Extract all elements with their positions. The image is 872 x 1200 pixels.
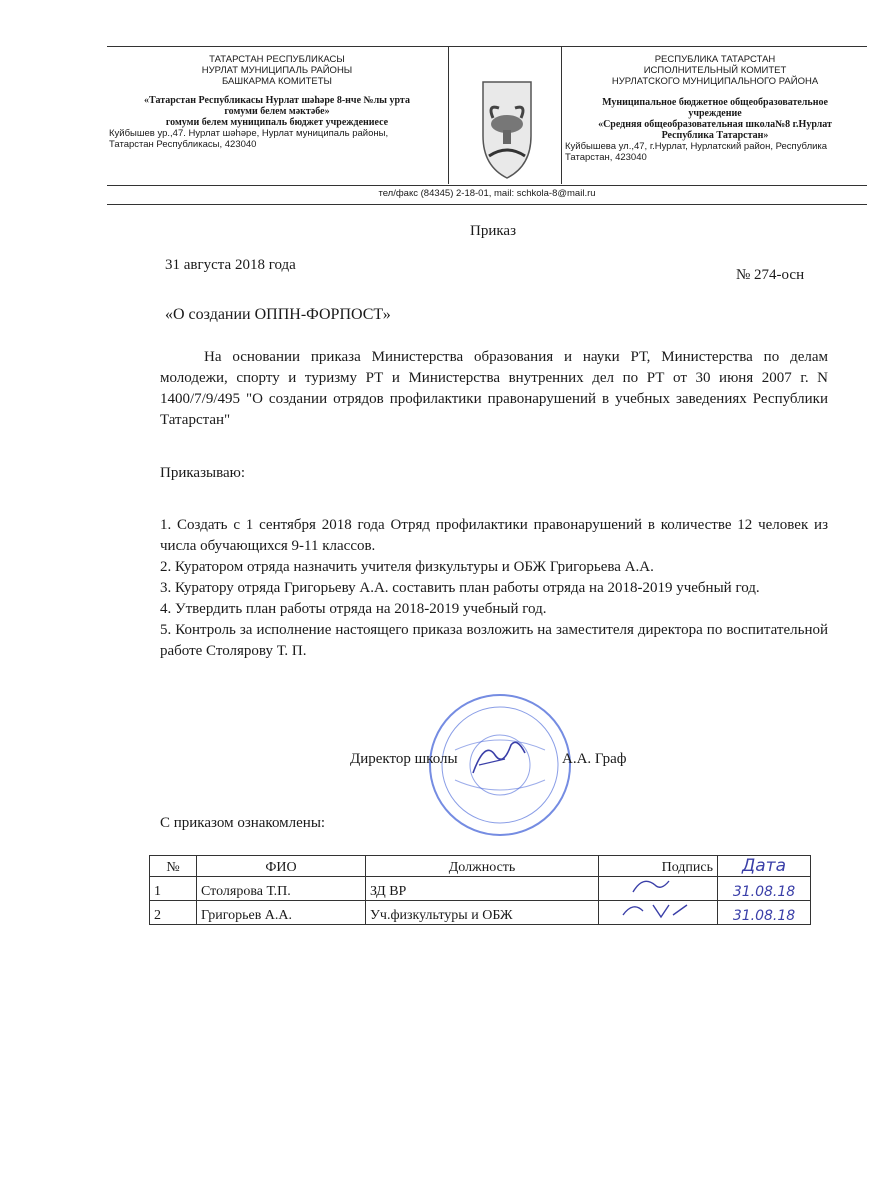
divider-left [448, 46, 449, 184]
header-date: Дата [718, 856, 811, 877]
right-school-name-2: учреждение [688, 108, 742, 119]
header-fio: ФИО [197, 856, 366, 877]
header-signature: Подпись [599, 856, 718, 877]
right-address-1: Куйбышева ул.,47, г.Нурлат, Нурлатский район, Республика [565, 141, 828, 152]
order-item-5: 5. Контроль за исполнение настоящего приказа возложить на заместителя директора по воспитательной работе Столярову Т. П. [160, 622, 828, 659]
right-republic: РЕСПУБЛИКА ТАТАРСТАН [654, 54, 776, 65]
letterhead-right [565, 54, 865, 163]
basis-paragraph: На основании приказа Министерства образования и науки РТ, Министерства по делам молодежи, спорту и туризму РТ и Министерства внутренних дел по РТ от 30 июня 2007 г. N 1400/7/9/495 "О создании отрядов профилактики правонарушений в учебных заведениях Республики Татарстан" [160, 349, 828, 428]
table-header-row [150, 856, 811, 877]
row-date: 31.08.18 [718, 901, 811, 925]
table-row [150, 901, 811, 925]
signature-mark [603, 877, 703, 895]
contact-line: тел/факс (84345) 2-18-01, mail: schkola-8@mail.ru [107, 184, 867, 205]
order-item-4: 4. Утвердить план работы отряда на 2018-2019 учебный год. [160, 601, 547, 617]
row-fio: Столярова Т.П. [197, 877, 366, 901]
document-title: Приказ [470, 223, 517, 239]
left-school-name-2: гомуми белем мәктәбе» [224, 106, 330, 117]
right-school-name-4: Республика Татарстан» [661, 130, 769, 141]
right-district: НУРЛАТСКОГО МУНИЦИПАЛЬНОГО РАЙОНА [611, 76, 819, 87]
order-item-3: 3. Куратору отряда Григорьеву А.А. составить план работы отряда на 2018-2019 учебный год. [160, 580, 760, 596]
order-item-2: 2. Куратором отряда назначить учителя физкультуры и ОБЖ Григорьева А.А. [160, 559, 654, 575]
letterhead-left [109, 54, 445, 150]
letterhead [107, 46, 867, 204]
row-position: Уч.физкультуры и ОБЖ [366, 901, 599, 925]
director-label: Директор школы [350, 751, 458, 767]
order-item-1: 1. Создать с 1 сентября 2018 года Отряд профилактики правонарушений в количестве 12 человек из числа обучающихся 9-11 классов. [160, 517, 828, 554]
row-signature [599, 877, 718, 901]
row-number: 2 [150, 901, 197, 925]
left-committee: БАШКАРМА КОМИТЕТЫ [222, 76, 332, 87]
director-name: А.А. Граф [562, 751, 627, 767]
row-position: ЗД ВР [366, 877, 599, 901]
left-republic: ТАТАРСТАН РЕСПУБЛИКАСЫ [209, 54, 345, 65]
left-address-2: Татарстан Республикасы, 423040 [109, 139, 257, 150]
left-school-name-3: гомуми белем муниципаль бюджет учреждениесе [165, 117, 389, 128]
right-school-name-3: «Средняя общеобразовательная школа№8 г.Нурлат [598, 119, 832, 130]
document-subject: «О создании ОППН-ФОРПОСТ» [165, 306, 391, 323]
row-fio: Григорьев А.А. [197, 901, 366, 925]
row-date: 31.08.18 [718, 877, 811, 901]
header-number: № [150, 856, 197, 877]
order-word: Приказываю: [160, 465, 245, 481]
header-position: Должность [366, 856, 599, 877]
left-district: НУРЛАТ МУНИЦИПАЛЬ РАЙОНЫ [201, 65, 353, 76]
table-row [150, 877, 811, 901]
row-number: 1 [150, 877, 197, 901]
signature-mark [603, 901, 703, 919]
acknowledgement-table [149, 855, 811, 925]
director-signature [465, 735, 535, 780]
left-school-name-1: «Татарстан Республикасы Нурлат шәһәре 8-нче №лы урта [144, 95, 410, 106]
left-address-1: Куйбышев ур.,47. Нурлат шәһәре, Нурлат муниципаль районы, [109, 128, 389, 139]
divider-right [561, 46, 562, 184]
right-address-2: Татарстан, 423040 [565, 152, 647, 163]
row-signature [599, 901, 718, 925]
acknowledgement-label: С приказом ознакомлены: [160, 815, 326, 831]
right-school-name-1: Муниципальное бюджетное общеобразовательное [602, 97, 828, 108]
coat-of-arms [469, 74, 545, 184]
document-date: 31 августа 2018 года [165, 257, 296, 273]
order-items [160, 515, 828, 662]
document-number: № 274-осн [736, 267, 805, 283]
right-committee: ИСПОЛНИТЕЛЬНЫЙ КОМИТЕТ [643, 65, 787, 76]
